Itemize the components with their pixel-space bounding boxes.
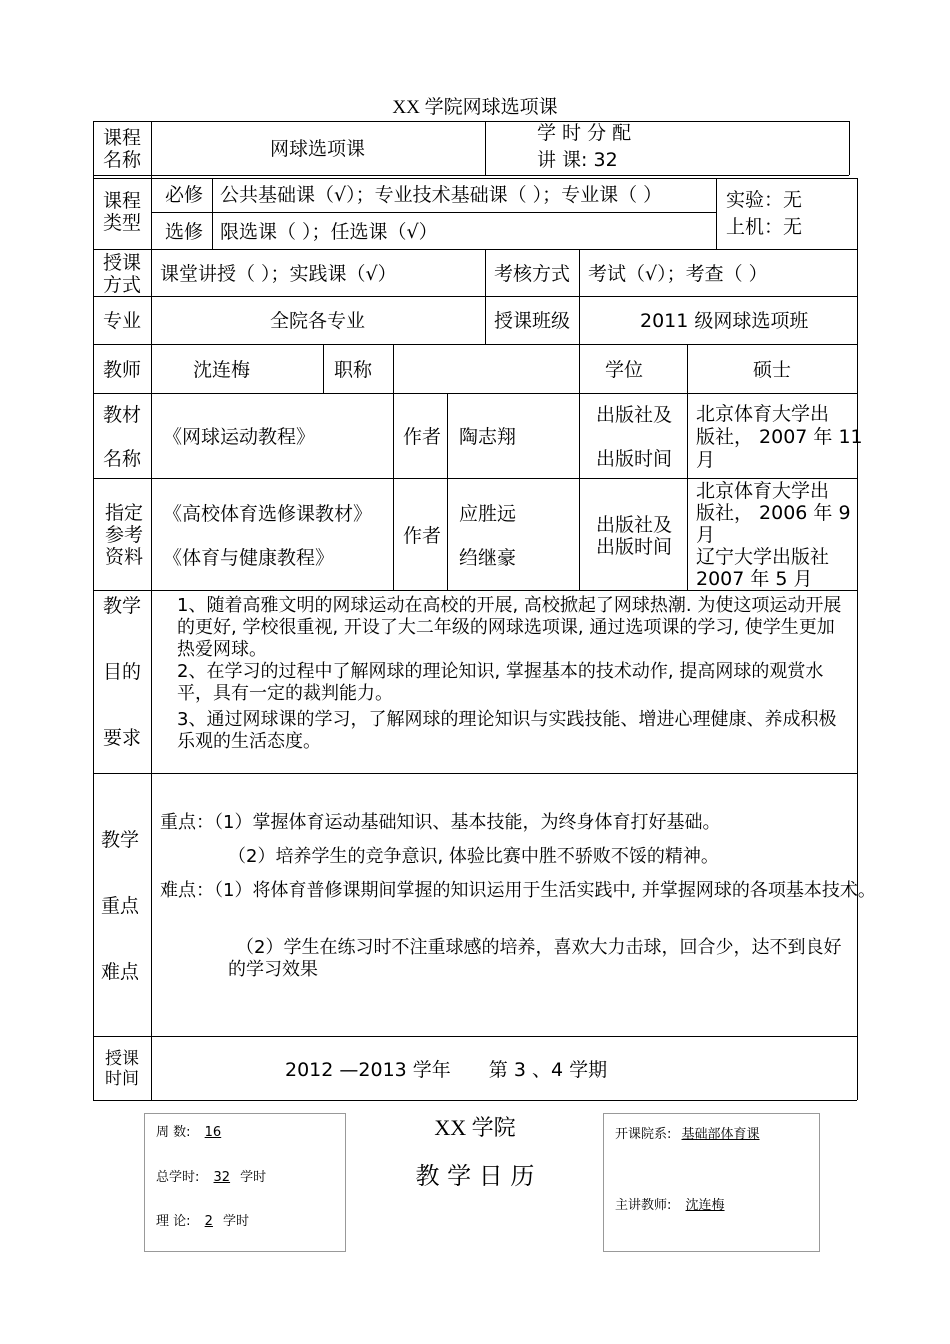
textbook-publisher-line-2: 版社， 2007 年 11 <box>696 426 863 448</box>
reference-author-label: 作者 <box>403 525 442 547</box>
keypoints-label-1: 教学 <box>101 829 140 851</box>
textbook-publisher-label-1: 出版社及 <box>596 404 673 426</box>
reference-publisher-line-1: 北京体育大学出 <box>696 480 830 502</box>
weeks-label: 周 数: <box>156 1125 191 1140</box>
course-type-label-2: 类型 <box>103 212 142 234</box>
theory-value: 2 <box>204 1214 213 1229</box>
textbook-publisher-line-1: 北京体育大学出 <box>696 403 830 425</box>
reference-publisher-label-1: 出版社及 <box>596 514 673 536</box>
objective-1: 1、随着高雅文明的网球运动在高校的开展, 高校掀起了网球热潮. 为使这项运动开展的更好, 学校很重视, 开设了大二年级的网球选项课, 通过选项课的学习, 使学生更加热爱网球。 <box>177 595 842 660</box>
major-label: 专业 <box>103 310 142 332</box>
lecture-hours: 讲 课: 32 <box>537 149 618 171</box>
college-name: XX 学院 <box>434 1115 516 1140</box>
computer-hours: 上机：无 <box>726 216 803 238</box>
reference-label-3: 资料 <box>105 546 144 568</box>
reference-book-1: 《高校体育选修课教材》 <box>163 503 373 525</box>
degree-value: 硕士 <box>753 359 792 381</box>
total-hours-value: 32 <box>213 1170 231 1185</box>
course-name-label-2: 名称 <box>103 149 142 171</box>
reference-publisher-line-3: 月 <box>696 524 716 546</box>
theory-label: 理 论: <box>156 1214 191 1229</box>
key-point-2: （2）培养学生的竞争意识, 体验比赛中胜不骄败不馁的精神。 <box>228 846 719 867</box>
keypoints-label-2: 重点 <box>101 895 140 917</box>
textbook-label-2: 名称 <box>103 448 142 470</box>
reference-label-2: 参考 <box>105 524 144 546</box>
course-name-value: 网球选项课 <box>270 138 366 160</box>
lecturer-label: 主讲教师: <box>615 1198 672 1213</box>
schedule-label-1: 授课 <box>105 1049 139 1069</box>
total-hours-row <box>156 1170 266 1186</box>
keypoints-label-3: 难点 <box>101 961 140 983</box>
weeks-value: 16 <box>204 1125 222 1140</box>
objectives-label-3: 要求 <box>103 727 142 749</box>
required-options: 公共基础课（√）；专业技术基础课（ ）；专业课（ ） <box>220 184 663 206</box>
assessment-value: 考试（√）；考查（ ） <box>588 263 768 285</box>
objective-2: 2、在学习的过程中了解网球的理论知识, 掌握基本的技术动作, 提高网球的观赏水平，具有一定的裁判能力。 <box>177 661 824 704</box>
objectives-label-2: 目的 <box>103 661 142 683</box>
reference-book-2: 《体育与健康教程》 <box>163 547 335 569</box>
class-value: 2011 级网球选项班 <box>640 310 809 332</box>
teacher-label: 教师 <box>103 359 142 381</box>
department-row <box>615 1127 760 1143</box>
hours-allocation-title: 学 时 分 配 <box>537 122 632 144</box>
elective-label: 选修 <box>165 221 204 243</box>
weeks-row <box>156 1125 231 1141</box>
textbook-author: 陶志翔 <box>459 426 517 448</box>
schedule-label-2: 时间 <box>105 1069 139 1089</box>
experiment-hours: 实验：无 <box>726 189 803 211</box>
reference-publisher-line-4: 辽宁大学出版社 <box>696 546 830 568</box>
reference-publisher-line-5: 2007 年 5 月 <box>696 568 813 590</box>
objective-3: 3、通过网球课的学习，了解网球的理论知识与实践技能、增进心理健康、养成积极乐观的生活态度。 <box>177 709 837 752</box>
textbook-publisher-label-2: 出版时间 <box>596 448 673 470</box>
textbook-author-label: 作者 <box>403 426 442 448</box>
reference-publisher-line-2: 版社， 2006 年 9 <box>696 502 851 524</box>
required-label: 必修 <box>165 184 204 206</box>
reference-author-1: 应胜远 <box>459 503 517 525</box>
lecturer-value: 沈连梅 <box>685 1198 725 1213</box>
lecturer-row <box>615 1198 729 1214</box>
department-label: 开课院系: <box>615 1127 672 1142</box>
major-value: 全院各专业 <box>270 310 366 332</box>
reference-publisher-label-2: 出版时间 <box>596 536 673 558</box>
course-name-label-1: 课程 <box>103 127 142 149</box>
key-point-1: 重点：（1）掌握体育运动基础知识、基本技能，为终身体育打好基础。 <box>160 812 721 833</box>
teacher-value: 沈连梅 <box>193 359 251 381</box>
class-label: 授课班级 <box>494 310 571 332</box>
reference-label-1: 指定 <box>105 502 144 524</box>
textbook-title: 《网球运动教程》 <box>163 426 316 448</box>
teaching-mode-value: 课堂讲授（ ）；实践课（√） <box>160 263 397 285</box>
degree-label: 学位 <box>605 359 644 381</box>
theory-row <box>156 1214 249 1230</box>
textbook-publisher-line-3: 月 <box>696 449 716 471</box>
course-type-label-1: 课程 <box>103 190 142 212</box>
schedule-value: 2012 —2013 学年 第 3 、4 学期 <box>285 1059 608 1081</box>
difficulty-2: （2）学生在练习时不注重球感的培养，喜欢大力击球，回合少，达不到良好的学习效果 <box>228 937 842 980</box>
job-title-label: 职称 <box>334 359 373 381</box>
teaching-mode-label-1: 授课 <box>103 252 142 274</box>
calendar-title: 教 学 日 历 <box>415 1162 535 1190</box>
objectives-label-1: 教学 <box>103 595 142 617</box>
theory-unit: 学时 <box>222 1214 249 1229</box>
document-title: XX 学院网球选项课 <box>392 97 558 118</box>
textbook-label-1: 教材 <box>103 404 142 426</box>
assessment-label: 考核方式 <box>494 263 571 285</box>
teaching-mode-label-2: 方式 <box>103 274 142 296</box>
total-hours-label: 总学时: <box>156 1170 200 1185</box>
department-value: 基础部体育课 <box>681 1127 760 1142</box>
total-hours-unit: 学时 <box>240 1170 267 1185</box>
reference-author-2: 绉继豪 <box>459 547 517 569</box>
difficulty-1: 难点：（1）将体育普修课期间掌握的知识运用于生活实践中, 并掌握网球的各项基本技术。 <box>160 880 876 901</box>
elective-options: 限选课（ ）；任选课（√） <box>220 221 438 243</box>
